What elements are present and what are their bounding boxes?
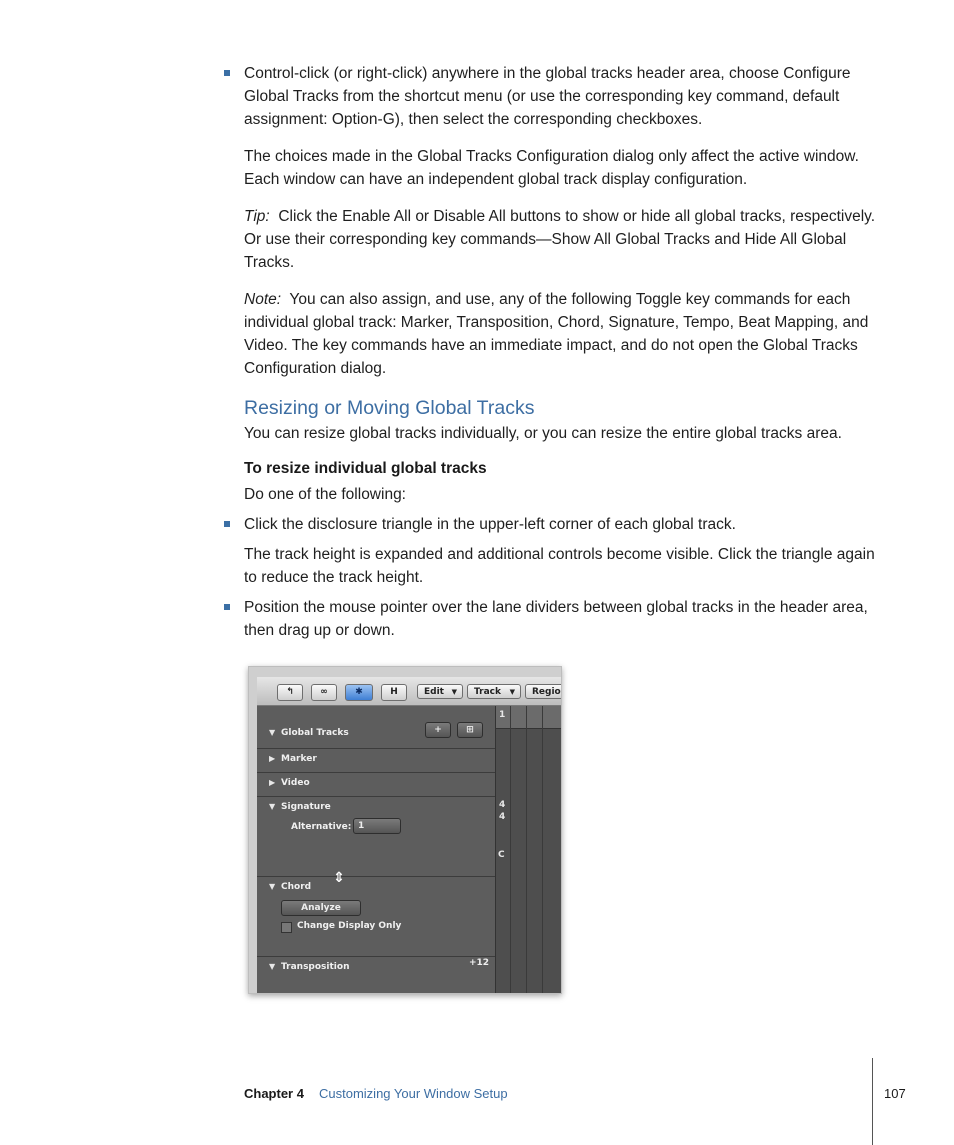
bullet-marker bbox=[224, 604, 230, 610]
tip-paragraph bbox=[244, 205, 876, 274]
chord-symbol: C bbox=[498, 850, 505, 860]
bullet-text: Click the disclosure triangle in the upper-left corner of each global track. bbox=[244, 516, 736, 533]
signature-numerator: 4 bbox=[499, 800, 506, 810]
bullet-marker bbox=[224, 70, 230, 76]
transposition-label: Transposition bbox=[281, 962, 350, 972]
marker-label: Marker bbox=[281, 754, 317, 764]
lane-signature[interactable] bbox=[257, 796, 495, 877]
analyze-button[interactable]: Analyze bbox=[281, 900, 361, 916]
note-paragraph bbox=[244, 288, 876, 380]
lane-video[interactable] bbox=[257, 772, 495, 797]
do-one-text: Do one of the following: bbox=[244, 486, 406, 503]
paragraph-track-height: The track height is expanded and additional controls become visible. Click the triangle again to reduce the track height. bbox=[244, 546, 875, 586]
lane-transposition[interactable] bbox=[257, 956, 495, 993]
grid-line bbox=[526, 706, 527, 993]
bar-ruler bbox=[496, 706, 562, 729]
footer-chapter: Chapter 4 bbox=[244, 1086, 304, 1101]
note-text: You can also assign, and use, any of the following Toggle key commands for each individual global track: Marker, Transposition, Chord, Signature, Tempo, Beat Mapping, and Video. The key commands have an immediate impact, and do not open the Global Tracks Configuration dialog. bbox=[244, 291, 869, 377]
grid-line bbox=[510, 706, 511, 993]
chevron-down-icon: ▼ bbox=[451, 688, 457, 696]
track-menu-label: Track bbox=[474, 687, 501, 697]
alternative-label: Alternative: bbox=[291, 822, 352, 832]
note-lead: Note: bbox=[244, 291, 282, 308]
add-track-button[interactable]: + bbox=[425, 722, 451, 738]
bullet-text: Control-click (or right-click) anywhere in the global tracks header area, choose Configure Global Tracks from the shortcut menu (or use the corresponding key command, default assignment: Option-G), then select the corresponding checkboxes. bbox=[244, 65, 851, 128]
region-menu-label: Regio bbox=[532, 687, 561, 697]
tip-text: Click the Enable All or Disable All buttons to show or hide all global tracks, respectively. Or use their corresponding key commands—Show All Global Tracks and Hide All Global Tracks. bbox=[244, 208, 876, 271]
alternative-stepper[interactable] bbox=[353, 818, 401, 834]
lane-marker[interactable] bbox=[257, 748, 495, 773]
catch-icon[interactable]: ✱ bbox=[345, 684, 373, 701]
edit-menu[interactable] bbox=[417, 684, 463, 699]
tip-lead: Tip: bbox=[244, 208, 270, 225]
lane-global-tracks[interactable] bbox=[257, 706, 495, 749]
change-display-only-checkbox[interactable] bbox=[281, 922, 292, 933]
chord-label: Chord bbox=[281, 882, 312, 892]
task-heading: To resize individual global tracks bbox=[244, 460, 487, 477]
disclosure-triangle-icon[interactable]: ▼ bbox=[269, 882, 276, 891]
bar-number: 1 bbox=[499, 710, 506, 720]
bullet-marker bbox=[224, 521, 230, 527]
region-menu[interactable] bbox=[525, 684, 562, 699]
up-arrow-icon[interactable]: ↰ bbox=[277, 684, 303, 701]
global-tracks-screenshot bbox=[248, 666, 562, 994]
arrange-toolbar bbox=[257, 677, 561, 706]
change-display-only-label: Change Display Only bbox=[297, 921, 402, 931]
edit-menu-label: Edit bbox=[424, 687, 444, 697]
disclosure-triangle-icon[interactable]: ▶ bbox=[269, 778, 276, 787]
section-intro: You can resize global tracks individually, or you can resize the entire global tracks area. bbox=[244, 425, 842, 442]
global-tracks-timeline bbox=[495, 706, 562, 993]
disclosure-triangle-icon[interactable]: ▼ bbox=[269, 728, 276, 737]
page-number: 107 bbox=[884, 1086, 906, 1101]
footer-divider bbox=[872, 1058, 873, 1145]
disclosure-triangle-icon[interactable]: ▼ bbox=[269, 802, 276, 811]
global-tracks-header bbox=[257, 706, 495, 993]
hide-button[interactable]: H bbox=[381, 684, 407, 701]
bullet-text: Position the mouse pointer over the lane dividers between global tracks in the header area, then drag up or down. bbox=[244, 599, 868, 639]
global-tracks-area bbox=[257, 706, 561, 993]
lane-chord[interactable] bbox=[257, 870, 495, 957]
chevron-down-icon: ▼ bbox=[509, 688, 515, 696]
disclosure-triangle-icon[interactable]: ▼ bbox=[269, 962, 276, 971]
signature-denominator: 4 bbox=[499, 812, 506, 822]
transposition-value: +12 bbox=[469, 958, 490, 968]
video-label: Video bbox=[281, 778, 310, 788]
footer-chapter-title: Customizing Your Window Setup bbox=[319, 1086, 508, 1101]
track-menu[interactable] bbox=[467, 684, 521, 699]
configure-tracks-icon[interactable]: ⊞ bbox=[457, 722, 483, 738]
paragraph-choices: The choices made in the Global Tracks Configuration dialog only affect the active window. Each window can have an independent global track display configuration. bbox=[244, 148, 859, 188]
alternative-value: 1 bbox=[358, 821, 365, 831]
resize-cursor-icon: ⇕ bbox=[333, 870, 345, 886]
section-heading: Resizing or Moving Global Tracks bbox=[244, 397, 535, 419]
link-icon[interactable]: ∞ bbox=[311, 684, 337, 701]
grid-line bbox=[542, 706, 543, 993]
global-tracks-label: Global Tracks bbox=[281, 728, 349, 738]
disclosure-triangle-icon[interactable]: ▶ bbox=[269, 754, 276, 763]
signature-label: Signature bbox=[281, 802, 331, 812]
